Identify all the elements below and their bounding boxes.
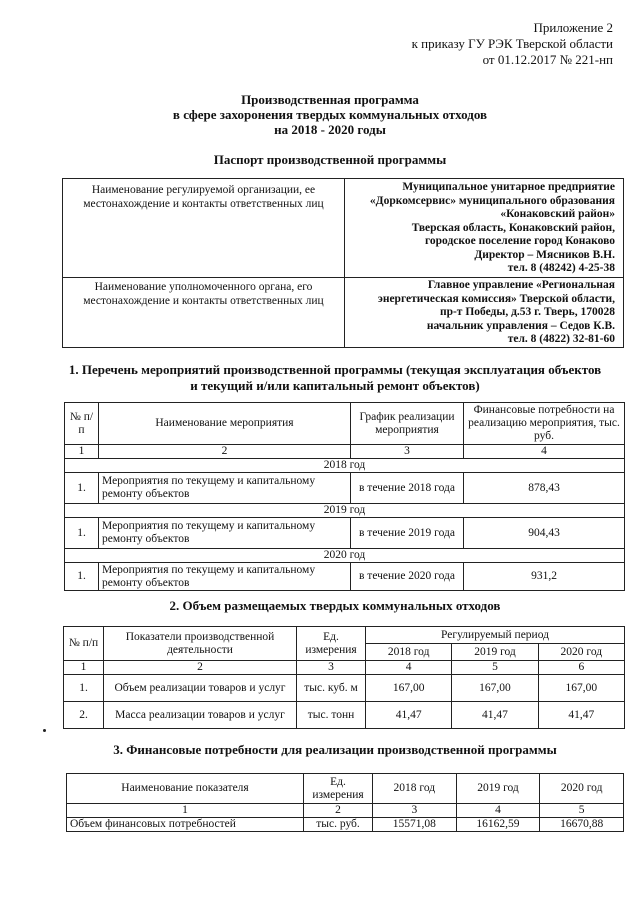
- row-unit: тыс. куб. м: [297, 675, 366, 702]
- row-unit: тыс. руб.: [304, 818, 373, 832]
- row-num: 1.: [65, 563, 99, 591]
- title-line-1: Производственная программа: [241, 92, 419, 107]
- row-activity: Мероприятия по текущему и капитальному ремонту объектов: [99, 518, 351, 549]
- section1-heading-line-1: 1. Перечень мероприятий производственной программы (текущая эксплуатация объектов: [68, 362, 602, 377]
- table-header-row: [64, 627, 625, 644]
- col-number: 4: [464, 445, 625, 459]
- row-num: 1.: [65, 518, 99, 549]
- authority-line: пр-т Победы, д.53 г. Тверь, 170028: [439, 306, 615, 318]
- scan-dot: [43, 729, 46, 732]
- section2-heading: 2. Объем размещаемых твердых коммунальных отходов: [169, 598, 501, 613]
- passport-label-authority: Наименование уполномоченного органа, его местонахождение и контакты ответственных лиц: [63, 278, 345, 348]
- authority-line: энергетическая комиссия» Тверской области,: [377, 292, 615, 305]
- header-num: № п/п: [64, 627, 104, 661]
- row-num: 2.: [64, 702, 104, 729]
- column-numbers-row: [64, 661, 625, 675]
- section1-heading: [50, 362, 620, 394]
- row-value: 167,00: [366, 675, 452, 702]
- row-value: 16670,88: [540, 818, 624, 832]
- row-value: 41,47: [366, 702, 452, 729]
- col-number: 2: [104, 661, 297, 675]
- passport-heading: Паспорт производственной программы: [213, 152, 447, 167]
- org-line: Тверская область, Конаковский район,: [411, 221, 615, 234]
- title-line-2: в сфере захоронения твердых коммунальных отходов: [172, 107, 488, 122]
- header-unit: Ед. измерения: [304, 774, 373, 804]
- passport-value-authority: [345, 278, 624, 348]
- org-line: городское поселение город Конаково: [424, 235, 615, 247]
- column-numbers-row: [67, 804, 624, 818]
- header-year: 2019 год: [452, 644, 538, 661]
- col-number: 3: [373, 804, 457, 818]
- row-value: 41,47: [452, 702, 538, 729]
- row-value: 16162,59: [456, 818, 540, 832]
- header-indicator: Наименование показателя: [67, 774, 304, 804]
- table-row: [65, 473, 625, 504]
- table-header-row: [65, 403, 625, 445]
- row-activity: Мероприятия по текущему и капитальному ремонту объектов: [99, 563, 351, 591]
- org-line: «Конаковский район»: [500, 208, 615, 220]
- col-number: 3: [351, 445, 464, 459]
- appendix-line-2: к приказу ГУ РЭК Тверской области: [411, 36, 613, 51]
- header-year: 2018 год: [373, 774, 457, 804]
- row-schedule: в течение 2019 года: [351, 518, 464, 549]
- financial-needs-table: [66, 773, 624, 832]
- col-number: 3: [297, 661, 366, 675]
- appendix-line-1: Приложение 2: [533, 20, 613, 35]
- passport-value-organization: [345, 179, 624, 278]
- col-number: 1: [64, 661, 104, 675]
- row-indicator: Объем финансовых потребностей: [67, 818, 304, 832]
- row-schedule: в течение 2020 года: [351, 563, 464, 591]
- col-number: 1: [65, 445, 99, 459]
- document-title: [60, 92, 600, 137]
- row-value: 15571,08: [373, 818, 457, 832]
- section3-heading: 3. Финансовые потребности для реализации производственной программы: [113, 742, 557, 757]
- col-number: 5: [452, 661, 538, 675]
- row-schedule: в течение 2018 года: [351, 473, 464, 504]
- col-number: 6: [538, 661, 624, 675]
- col-number: 5: [540, 804, 624, 818]
- header-period: Регулируемый период: [366, 627, 625, 644]
- authority-line: Главное управление «Региональная: [427, 279, 615, 291]
- authority-line: тел. 8 (4822) 32-81-60: [507, 333, 615, 345]
- table-row: [64, 675, 625, 702]
- table-row: [65, 518, 625, 549]
- col-number: 1: [67, 804, 304, 818]
- passport-row-organization: [63, 179, 624, 278]
- header-schedule: График реализации мероприятия: [351, 403, 464, 445]
- appendix-line-3: от 01.12.2017 № 221-нп: [482, 52, 613, 67]
- row-value: 167,00: [452, 675, 538, 702]
- row-amount: 904,43: [464, 518, 625, 549]
- table-header-row: [67, 774, 624, 804]
- title-line-3: на 2018 - 2020 годы: [274, 122, 386, 137]
- header-unit: Ед. измерения: [297, 627, 366, 661]
- header-year: 2018 год: [366, 644, 452, 661]
- passport-table: [62, 178, 624, 348]
- col-number: 4: [456, 804, 540, 818]
- passport-label-organization: Наименование регулируемой организации, ее местонахождение и контакты ответственных лиц: [63, 179, 345, 278]
- waste-volume-table: [63, 626, 625, 729]
- org-line: Директор – Мясников В.Н.: [474, 248, 615, 261]
- year-row: [65, 549, 625, 563]
- org-line: Муниципальное унитарное предприятие: [402, 181, 615, 193]
- col-number: 2: [304, 804, 373, 818]
- row-value: 167,00: [538, 675, 624, 702]
- header-year: 2019 год: [456, 774, 540, 804]
- row-amount: 931,2: [464, 563, 625, 591]
- year-row: [65, 504, 625, 518]
- row-amount: 878,43: [464, 473, 625, 504]
- year-label: 2020 год: [65, 549, 625, 563]
- col-number: 2: [99, 445, 351, 459]
- row-indicator: Объем реализации товаров и услуг: [104, 675, 297, 702]
- activities-table: [64, 402, 625, 591]
- header-year: 2020 год: [538, 644, 624, 661]
- table-row: [65, 563, 625, 591]
- section1-heading-line-2: и текущий и/или капитальный ремонт объектов): [190, 378, 480, 393]
- year-label: 2019 год: [65, 504, 625, 518]
- header-year: 2020 год: [540, 774, 624, 804]
- row-num: 1.: [65, 473, 99, 504]
- header-num: № п/п: [65, 403, 99, 445]
- authority-line: начальник управления – Седов К.В.: [426, 319, 615, 332]
- header-activity: Наименование мероприятия: [99, 403, 351, 445]
- row-activity: Мероприятия по текущему и капитальному ремонту объектов: [99, 473, 351, 504]
- year-row: [65, 459, 625, 473]
- row-unit: тыс. тонн: [297, 702, 366, 729]
- header-funding: Финансовые потребности на реализацию мероприятия, тыс. руб.: [464, 403, 625, 445]
- col-number: 4: [366, 661, 452, 675]
- row-indicator: Масса реализации товаров и услуг: [104, 702, 297, 729]
- column-numbers-row: [65, 445, 625, 459]
- row-value: 41,47: [538, 702, 624, 729]
- header-indicator: Показатели производственной деятельности: [104, 627, 297, 661]
- appendix-block: [412, 20, 613, 68]
- table-row: [67, 818, 624, 832]
- passport-row-authority: [63, 278, 624, 348]
- year-label: 2018 год: [65, 459, 625, 473]
- org-line: «Доркомсервис» муниципального образования: [369, 194, 615, 207]
- table-row: [64, 702, 625, 729]
- org-line: тел. 8 (48242) 4-25-38: [507, 262, 615, 274]
- row-num: 1.: [64, 675, 104, 702]
